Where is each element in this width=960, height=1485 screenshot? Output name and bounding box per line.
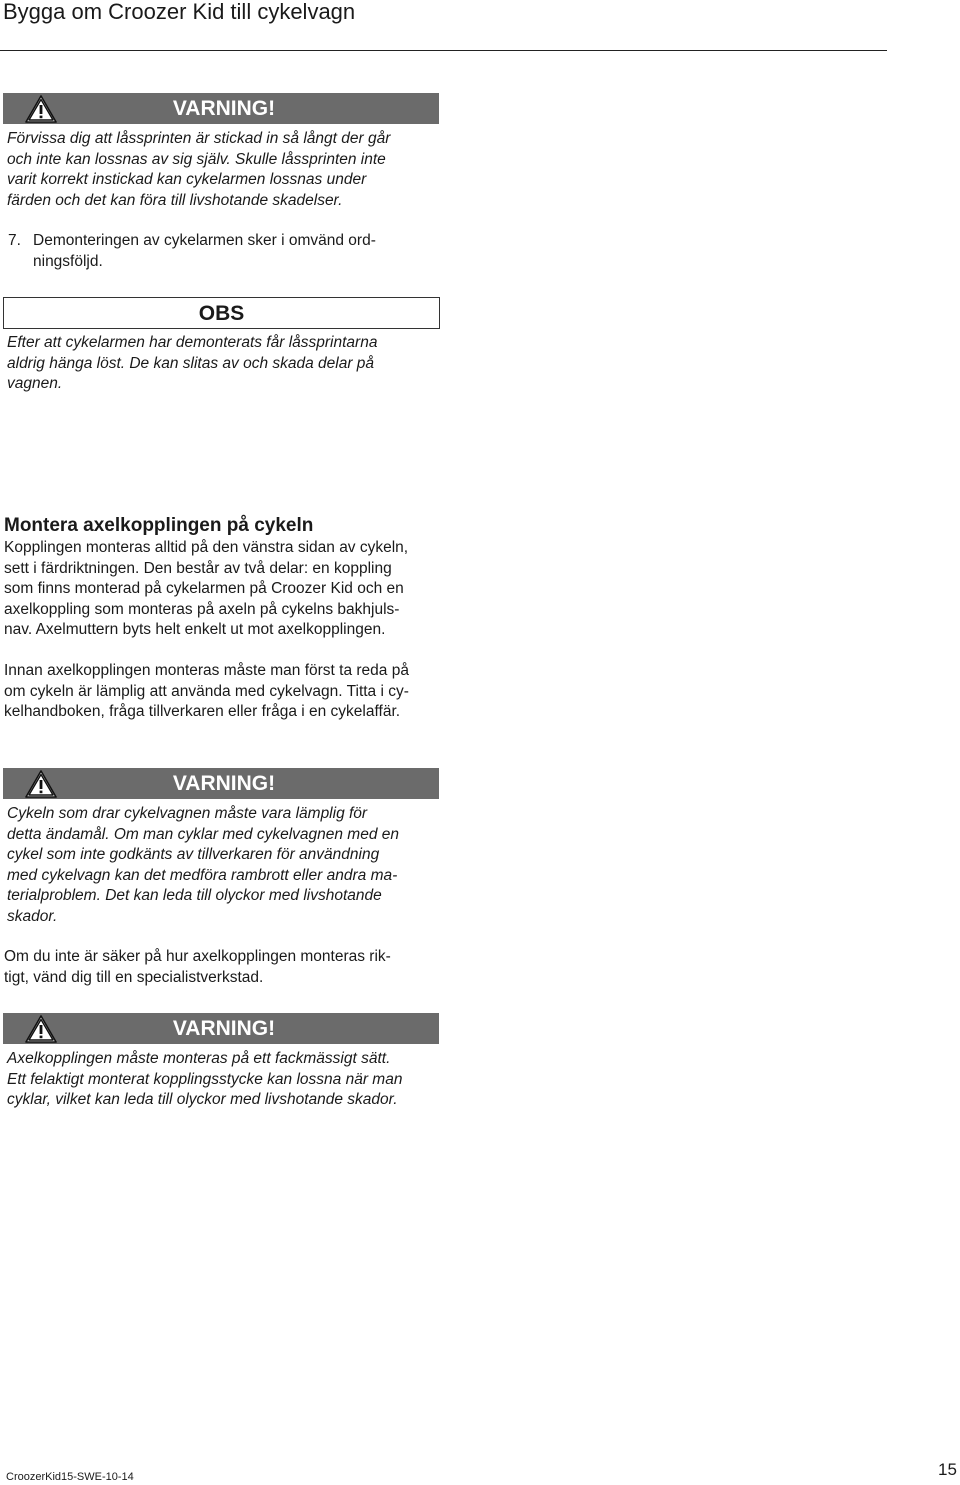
note-title: OBS — [198, 302, 245, 325]
text-line: sett i färdriktningen. Den består av två delar: en koppling — [4, 559, 392, 577]
text-line: tigt, vänd dig till en specialistverkstad. — [4, 968, 264, 986]
text-line: som finns monterad på cykelarmen på Croozer Kid och en — [4, 580, 404, 598]
warning-banner-1 — [3, 93, 439, 124]
warning-title: VARNING! — [172, 1017, 276, 1040]
section-heading: Montera axelkopplingen på cykeln — [4, 515, 314, 536]
paragraph-3 — [4, 947, 444, 988]
text-line: kelhandboken, fråga tillverkaren eller fråga i en cykelaffär. — [4, 703, 401, 721]
text-line: med cykelvagn kan det medföra rambrott eller andra ma- — [7, 866, 398, 884]
text-line: Kopplingen monteras alltid på den vänstra sidan av cykeln, — [4, 539, 409, 556]
text-line: detta ändamål. Om man cyklar med cykelvagnen med en — [7, 825, 399, 843]
document-code: CroozerKid15-SWE-10-14 — [6, 1471, 134, 1483]
text-line: vagnen. — [7, 375, 63, 393]
section-paragraph-1 — [4, 538, 444, 641]
text-line: färden och det kan föra till livshotande skadelser. — [7, 191, 343, 209]
warning-title: VARNING! — [172, 772, 276, 795]
text-line: Ett felaktigt monterat kopplingsstycke kan lossna när man — [7, 1070, 403, 1088]
warning-1-text — [7, 129, 447, 211]
text-line: aldrig hänga löst. De kan slitas av och skada delar på — [7, 354, 375, 372]
warning-title: VARNING! — [172, 97, 276, 120]
step-number: 7. — [8, 232, 21, 249]
text-line: Innan axelkopplingen monteras måste man först ta reda på — [4, 662, 409, 679]
page-number: 15 — [938, 1460, 957, 1479]
text-line: Cykeln som drar cykelvagnen måste vara lämplig för — [7, 805, 368, 822]
text-line: om cykeln är lämplig att använda med cykelvagn. Titta i cy- — [4, 682, 409, 700]
text-line: cyklar, vilket kan leda till olyckor med livshotande skador. — [7, 1091, 398, 1109]
note-text — [7, 333, 447, 395]
warning-banner-2 — [3, 768, 439, 799]
warning-banner-3 — [3, 1013, 439, 1044]
text-line: skador. — [7, 907, 58, 925]
text-line: cykel som inte godkänts av tillverkaren för användning — [7, 846, 380, 864]
text-line: Demonteringen av cykelarmen sker i omvänd ord- — [33, 232, 376, 249]
page-title: Bygga om Croozer Kid till cykelvagn — [3, 0, 356, 24]
text-line: Efter att cykelarmen har demonterats får låssprintarna — [7, 334, 378, 351]
text-line: axelkoppling som monteras på axeln på cykelns bakhjuls- — [4, 600, 400, 618]
text-line: terialproblem. Det kan leda till olyckor med livshotande — [7, 887, 382, 905]
warning-3-text — [7, 1049, 447, 1111]
text-line: ningsföljd. — [33, 252, 103, 270]
warning-2-text — [7, 804, 447, 928]
title-divider — [0, 50, 887, 51]
text-line: och inte kan lossnas av sig själv. Skulle låssprinten inte — [7, 150, 386, 168]
step-text — [33, 231, 423, 272]
section-paragraph-2 — [4, 661, 444, 723]
text-line: Axelkopplingen måste monteras på ett fackmässigt sätt. — [7, 1050, 391, 1067]
note-banner — [3, 297, 440, 329]
text-line: Förvissa dig att låssprinten är stickad in så långt der går — [7, 130, 391, 147]
text-line: varit korrekt instickad kan cykelarmen lossnas under — [7, 171, 367, 189]
text-line: nav. Axelmuttern byts helt enkelt ut mot axelkopplingen. — [4, 621, 386, 639]
text-line: Om du inte är säker på hur axelkopplingen monteras rik- — [4, 948, 391, 965]
